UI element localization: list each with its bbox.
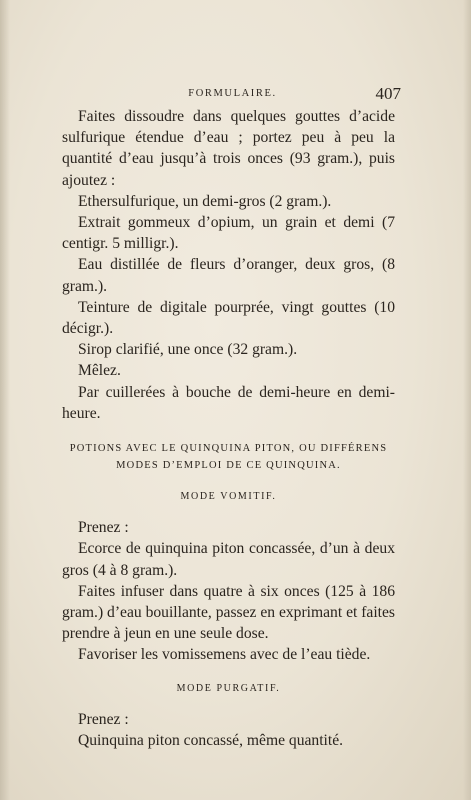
subheading-mode-vomitif: MODE VOMITIF. (180, 491, 277, 503)
section-heading-line-1: POTIONS AVEC LE QUINQUINA PITON, OU DIFFÉRENS (69, 443, 388, 455)
purgatif-ingredient: Quinquina piton concassé, même quantité. (78, 732, 344, 750)
page-header (64, 84, 401, 104)
ingredient-digitalis: Teinture de digitale pourprée, vingt gouttes (10 décigr.). (62, 298, 395, 338)
paragraph-dissolution: Faites dissoudre dans quelques gouttes d’acide sulfurique étendue d’eau ; portez peu à peu la quantité d’eau jusqu’à trois onces (93 gram.), puis ajoutez : (62, 108, 395, 189)
page-number: 407 (375, 84, 401, 103)
page-body (62, 106, 395, 751)
prenez-vomitif: Prenez : (78, 519, 129, 537)
section-heading (62, 440, 395, 474)
ingredient-opium: Extrait gommeux d’opium, un grain et demi (7 centigr. 5 milligr.). (62, 214, 395, 253)
subheading-mode-purgatif: MODE PURGATIF. (176, 682, 281, 694)
section-heading-line-2: MODES D’EMPLOI DE CE QUINQUINA. (116, 460, 341, 472)
vomitif-advice: Favoriser les vomissemens avec de l’eau tiède. (78, 646, 371, 664)
vomitif-preparation: Faites infuser dans quatre à six onces (125 à 186 gram.) d’eau bouillante, passez en exprimant et faites prendre à jeun en une seule dose. (62, 582, 395, 643)
ingredient-ether: Ethersulfurique, un demi-gros (2 gram.). (78, 192, 332, 210)
prenez-purgatif: Prenez : (78, 710, 129, 728)
instruction-mix: Mêlez. (78, 362, 121, 380)
page-shadow-right (463, 0, 471, 800)
running-head: FORMULAIRE. (188, 88, 277, 99)
vomitif-ingredient: Ecorce de quinquina piton concassée, d’un à deux gros (4 à 8 gram.). (62, 540, 395, 579)
ingredient-orange-water: Eau distillée de fleurs d’oranger, deux gros, (8 gram.). (62, 256, 395, 295)
page-shadow-left (0, 0, 10, 800)
instruction-dosage: Par cuillerées à bouche de demi-heure en demi-heure. (62, 383, 395, 422)
ingredient-syrup: Sirop clarifié, une once (32 gram.). (78, 341, 298, 359)
